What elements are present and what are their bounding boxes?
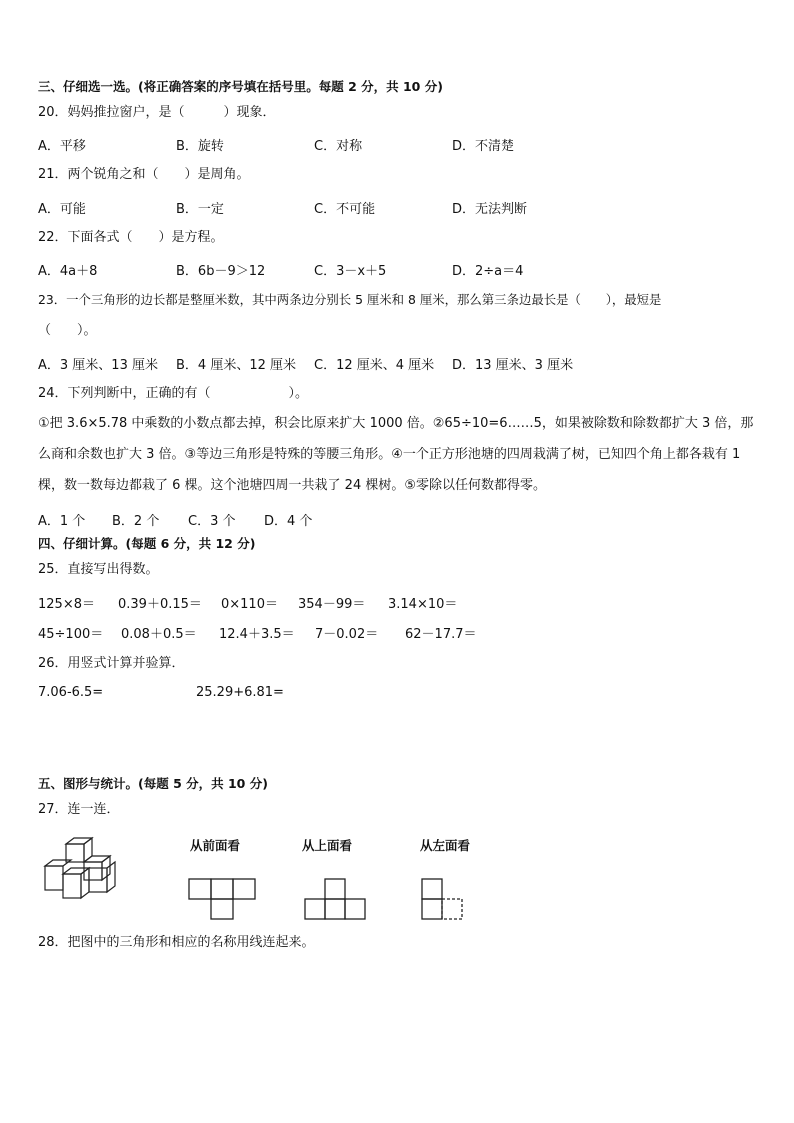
cube-stack-figure (40, 834, 140, 904)
left-view-figure (420, 877, 470, 923)
q25-r1-item4: 354－99＝ (298, 597, 366, 612)
q25-r1-item2: 0.39＋0.15＝ (118, 597, 202, 612)
q27-stem: 27．连一连． (38, 802, 120, 817)
q25-r1-item1: 125×8＝ (38, 597, 95, 612)
q24-option-c: C．3 个 (188, 514, 236, 529)
q25-stem: 25．直接写出得数。 (38, 562, 159, 577)
q24-option-d: D．4 个 (264, 514, 313, 529)
q21-option-c: C．不可能 (314, 202, 376, 217)
view-label-left: 从左面看 (420, 838, 471, 853)
q22-option-b: B．6b－9＞12 (176, 264, 266, 279)
q25-r2-item1: 45÷100＝ (38, 627, 104, 642)
q22-option-d: D．2÷a＝4 (452, 264, 524, 279)
q26-stem: 26．用竖式计算并验算． (38, 656, 185, 671)
q26-item2: 25.29+6.81= (196, 685, 284, 700)
q23-option-a: A．3 厘米、13 厘米 (38, 358, 158, 373)
q22-option-c: C．3－x＋5 (314, 264, 387, 279)
section4-heading: 四、仔细计算。(每题 6 分，共 12 分) (38, 536, 256, 551)
q28-stem: 28．把图中的三角形和相应的名称用线连起来。 (38, 935, 315, 950)
view-label-top: 从上面看 (302, 838, 353, 853)
q26-item1: 7.06-6.5= (38, 685, 104, 700)
q25-r2-item5: 62－17.7＝ (405, 627, 477, 642)
q25-r1-item3: 0×110＝ (221, 597, 278, 612)
q24-option-a: A．1 个 (38, 514, 86, 529)
q22-stem: 22．下面各式（ ）是方程。 (38, 230, 224, 245)
q23-option-c: C．12 厘米、4 厘米 (314, 358, 435, 373)
top-view-figure (303, 877, 373, 923)
front-view-figure (188, 877, 258, 923)
q20-option-b: B．旋转 (176, 139, 224, 154)
q20-option-c: C．对称 (314, 139, 363, 154)
q25-r2-item2: 0.08＋0.5＝ (121, 627, 197, 642)
q25-r2-item4: 7－0.02＝ (315, 627, 379, 642)
q22-option-a: A．4a＋8 (38, 264, 98, 279)
q23-stem-line2: （ ）。 (38, 323, 97, 338)
q21-stem: 21．两个锐角之和（ ）是周角。 (38, 167, 250, 182)
section5-heading: 五、图形与统计。(每题 5 分，共 10 分) (38, 776, 268, 791)
q25-r2-item3: 12.4＋3.5＝ (219, 627, 295, 642)
q20-option-d: D．不清楚 (452, 139, 515, 154)
q21-option-a: A．可能 (38, 202, 86, 217)
q23-stem-line1: 23．一个三角形的边长都是整厘米数，其中两条边分别长 5 厘米和 8 厘米，那么第三条边最长是（ ），最短是 (38, 292, 662, 307)
q24-body: ①把 3.6×5.78 中乘数的小数点都去掉，积会比原来扩大 1000 倍。②65÷10=6……5，如果被除数和除数都扩大 3 倍，那么商和余数也扩大 3 倍。③等边三角形是特殊的等腰三角形。④一个正方形池塘的四周栽满了树，已知四个角上都各栽有 1 棵，数一数每边都栽了 6 棵。这个池塘四周一共栽了 24 棵树。⑤零除以任何数都得零。 (38, 416, 754, 493)
q25-r1-item5: 3.14×10＝ (388, 597, 458, 612)
q21-option-b: B．一定 (176, 202, 224, 217)
q24-option-b: B．2 个 (112, 514, 160, 529)
section3-heading: 三、仔细选一选。(将正确答案的序号填在括号里。每题 2 分，共 10 分) (38, 79, 443, 94)
q23-option-b: B．4 厘米、12 厘米 (176, 358, 296, 373)
view-label-front: 从前面看 (190, 838, 241, 853)
q24-stem: 24．下列判断中，正确的有（ ）。 (38, 386, 309, 401)
q23-option-d: D．13 厘米、3 厘米 (452, 358, 574, 373)
q20-option-a: A．平移 (38, 139, 86, 154)
q21-option-d: D．无法判断 (452, 202, 528, 217)
q20-stem: 20．妈妈推拉窗户，是（ ）现象． (38, 105, 276, 120)
